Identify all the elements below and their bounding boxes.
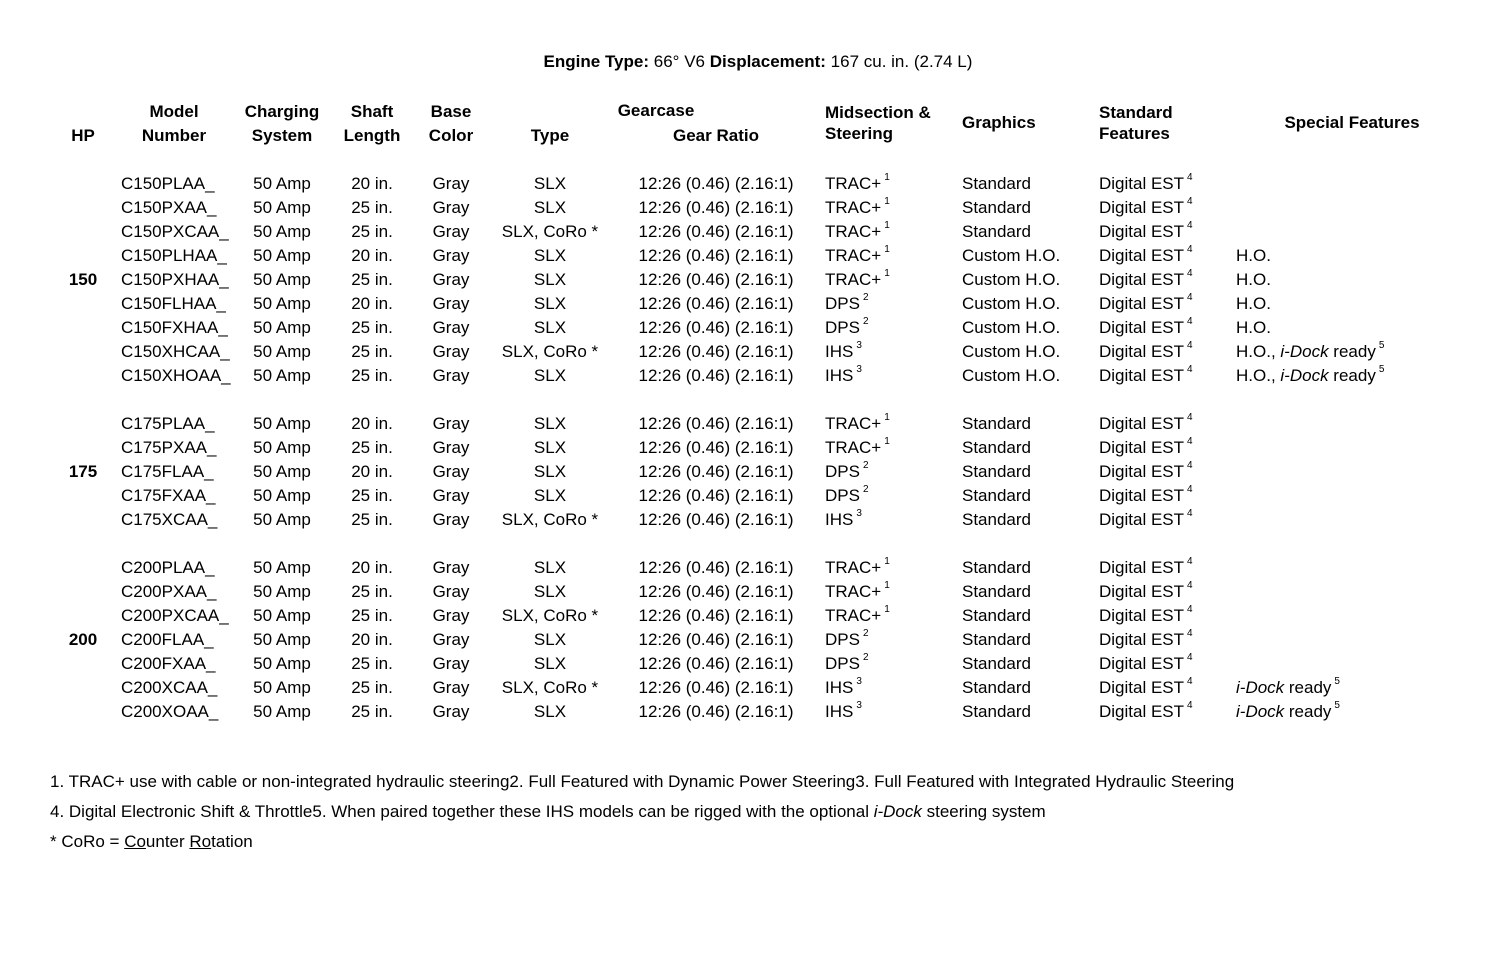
footnote-line-1 [50, 770, 1234, 794]
midsection-steering-cell: IHS $^3$ [825, 508, 862, 529]
gear-ratio-cell: 12:26 (0.46) (2.16:1) [638, 486, 794, 505]
footnote-coro [50, 830, 253, 854]
charging-system-cell: 50 Amp [253, 510, 311, 529]
shaft-length-cell: 25 in. [351, 270, 393, 289]
gear-ratio-cell: 12:26 (0.46) (2.16:1) [638, 702, 794, 721]
special-features-cell: i-Dock ready $^5$ [1236, 700, 1340, 721]
special-features-cell: H.O. [1236, 270, 1271, 289]
footnote-ref: 3 [856, 340, 862, 352]
midsection-steering-cell: TRAC+ $^1$ [825, 412, 890, 433]
shaft-length-cell: 25 in. [351, 654, 393, 673]
gear-ratio-cell: 12:26 (0.46) (2.16:1) [638, 630, 794, 649]
model-number-cell: C200FLAA_ [121, 630, 214, 649]
header-midsection-1: Midsection & [825, 103, 931, 122]
standard-features-cell: Digital EST $^4$ [1099, 460, 1193, 481]
graphics-cell: Standard [962, 486, 1031, 505]
footnote-ref: 1 [884, 244, 890, 256]
midsection-steering-cell: DPS $^2$ [825, 292, 869, 313]
shaft-length-cell: 20 in. [351, 414, 393, 433]
gearcase-type-cell: SLX, CoRo * [501, 606, 599, 625]
header-hp: HP [71, 126, 95, 145]
gear-ratio-cell: 12:26 (0.46) (2.16:1) [638, 342, 794, 361]
charging-system-cell: 50 Amp [253, 414, 311, 433]
midsection-steering-cell: TRAC+ $^1$ [825, 556, 890, 577]
footnote-ref: 4 [1187, 604, 1193, 616]
shaft-length-cell: 25 in. [351, 318, 393, 337]
gear-ratio-cell: 12:26 (0.46) (2.16:1) [638, 654, 794, 673]
base-color-cell: Gray [432, 438, 470, 457]
standard-features-cell: Digital EST $^4$ [1099, 340, 1193, 361]
footnote-ref: 4 [1187, 220, 1193, 232]
midsection-steering-cell: TRAC+ $^1$ [825, 580, 890, 601]
coro-prefix: * CoRo = [50, 832, 120, 851]
charging-system-cell: 50 Amp [253, 270, 311, 289]
model-number-cell: C175PLAA_ [121, 414, 215, 433]
standard-features-cell: Digital EST $^4$ [1099, 556, 1193, 577]
engine-type-value: 66° V6 [653, 52, 705, 71]
graphics-cell: Standard [962, 558, 1031, 577]
midsection-steering-cell: TRAC+ $^1$ [825, 268, 890, 289]
shaft-length-cell: 20 in. [351, 558, 393, 577]
charging-system-cell: 50 Amp [253, 174, 311, 193]
charging-system-cell: 50 Amp [253, 654, 311, 673]
coro-underline-co: Co [124, 832, 146, 851]
charging-system-cell: 50 Amp [253, 438, 311, 457]
footnote-ref: 1 [884, 604, 890, 616]
gear-ratio-cell: 12:26 (0.46) (2.16:1) [638, 438, 794, 457]
standard-features-cell: Digital EST $^4$ [1099, 292, 1193, 313]
footnote-ref: 4 [1187, 244, 1193, 256]
footnote-5-text: 5. When paired together these IHS models can be rigged with the optional [312, 802, 869, 821]
midsection-steering-cell: IHS $^3$ [825, 700, 862, 721]
footnote-2: 2. Full Featured with Dynamic Power Steering [509, 772, 856, 791]
base-color-cell: Gray [432, 222, 470, 241]
model-number-cell: C200PXCAA_ [121, 606, 229, 625]
footnote-ref: 3 [856, 676, 862, 688]
gearcase-type-cell: SLX [533, 486, 567, 505]
base-color-cell: Gray [432, 246, 470, 265]
model-number-cell: C150PXHAA_ [121, 270, 229, 289]
base-color-cell: Gray [432, 582, 470, 601]
gearcase-type-cell: SLX [533, 558, 567, 577]
gearcase-type-cell: SLX [533, 414, 567, 433]
footnote-ref: 4 [1187, 196, 1193, 208]
model-number-cell: C150PLHAA_ [121, 246, 227, 265]
charging-system-cell: 50 Amp [253, 462, 311, 481]
midsection-steering-cell: DPS $^2$ [825, 316, 869, 337]
gearcase-type-cell: SLX [533, 294, 567, 313]
model-number-cell: C175PXAA_ [121, 438, 217, 457]
engine-type-label: Engine Type: [543, 52, 650, 71]
gear-ratio-cell: 12:26 (0.46) (2.16:1) [638, 294, 794, 313]
footnote-ref: 4 [1187, 412, 1193, 424]
gearcase-type-cell: SLX, CoRo * [501, 342, 599, 361]
footnote-ref: 3 [856, 508, 862, 520]
gear-ratio-cell: 12:26 (0.46) (2.16:1) [638, 222, 794, 241]
base-color-cell: Gray [432, 294, 470, 313]
footnote-ref: 1 [884, 580, 890, 592]
graphics-cell: Custom H.O. [962, 294, 1061, 313]
standard-features-cell: Digital EST $^4$ [1099, 700, 1193, 721]
base-color-cell: Gray [432, 486, 470, 505]
header-gearcase: Gearcase [617, 101, 695, 120]
special-features-cell: i-Dock ready $^5$ [1236, 676, 1340, 697]
footnote-ref: 4 [1187, 508, 1193, 520]
standard-features-cell: Digital EST $^4$ [1099, 484, 1193, 505]
shaft-length-cell: 25 in. [351, 366, 393, 385]
footnote-ref: 2 [862, 292, 869, 304]
hp-group-label: 200 [68, 630, 98, 649]
standard-features-cell: Digital EST $^4$ [1099, 580, 1193, 601]
graphics-cell: Custom H.O. [962, 318, 1061, 337]
page-title [0, 52, 1500, 72]
footnote-ref: 2 [862, 460, 869, 472]
shaft-length-cell: 20 in. [351, 630, 393, 649]
coro-unter: unter [145, 832, 185, 851]
footnote-ref: 4 [1187, 556, 1193, 568]
footnote-ref: 4 [1187, 340, 1193, 352]
gearcase-type-cell: SLX [533, 438, 567, 457]
standard-features-cell: Digital EST $^4$ [1099, 652, 1193, 673]
gear-ratio-cell: 12:26 (0.46) (2.16:1) [638, 366, 794, 385]
gearcase-type-cell: SLX [533, 654, 567, 673]
standard-features-cell: Digital EST $^4$ [1099, 628, 1193, 649]
base-color-cell: Gray [432, 462, 470, 481]
special-features-cell: H.O., i-Dock ready $^5$ [1236, 364, 1385, 385]
graphics-cell: Standard [962, 198, 1031, 217]
charging-system-cell: 50 Amp [253, 558, 311, 577]
graphics-cell: Custom H.O. [962, 270, 1061, 289]
standard-features-cell: Digital EST $^4$ [1099, 316, 1193, 337]
midsection-steering-cell: IHS $^3$ [825, 364, 862, 385]
gear-ratio-cell: 12:26 (0.46) (2.16:1) [638, 462, 794, 481]
midsection-steering-cell: TRAC+ $^1$ [825, 436, 890, 457]
graphics-cell: Custom H.O. [962, 366, 1061, 385]
shaft-length-cell: 20 in. [351, 294, 393, 313]
graphics-cell: Standard [962, 582, 1031, 601]
gear-ratio-cell: 12:26 (0.46) (2.16:1) [638, 270, 794, 289]
footnote-ref: 4 [1187, 268, 1193, 280]
footnote-ref: 2 [862, 652, 869, 664]
footnote-5-tail: steering system [926, 802, 1046, 821]
base-color-cell: Gray [432, 414, 470, 433]
gearcase-type-cell: SLX [533, 702, 567, 721]
charging-system-cell: 50 Amp [253, 702, 311, 721]
gearcase-type-cell: SLX [533, 630, 567, 649]
gearcase-type-cell: SLX, CoRo * [501, 678, 599, 697]
standard-features-cell: Digital EST $^4$ [1099, 172, 1193, 193]
shaft-length-cell: 25 in. [351, 438, 393, 457]
model-number-cell: C200PXAA_ [121, 582, 217, 601]
standard-features-cell: Digital EST $^4$ [1099, 604, 1193, 625]
graphics-cell: Standard [962, 414, 1031, 433]
footnote-ref: 1 [884, 412, 890, 424]
displacement-label: Displacement: [709, 52, 826, 71]
graphics-cell: Standard [962, 678, 1031, 697]
charging-system-cell: 50 Amp [253, 246, 311, 265]
footnote-ref: 4 [1187, 580, 1193, 592]
midsection-steering-cell: DPS $^2$ [825, 484, 869, 505]
shaft-length-cell: 25 in. [351, 486, 393, 505]
gearcase-type-cell: SLX [533, 174, 567, 193]
graphics-cell: Custom H.O. [962, 342, 1061, 361]
standard-features-cell: Digital EST $^4$ [1099, 412, 1193, 433]
charging-system-cell: 50 Amp [253, 366, 311, 385]
standard-features-cell: Digital EST $^4$ [1099, 508, 1193, 529]
footnote-ref: 4 [1187, 436, 1193, 448]
graphics-cell: Custom H.O. [962, 246, 1061, 265]
charging-system-cell: 50 Amp [253, 342, 311, 361]
footnote-ref: 5 [1378, 364, 1385, 376]
footnote-4: 4. Digital Electronic Shift & Throttle [50, 802, 313, 821]
footnote-ref: 5 [1334, 676, 1340, 688]
graphics-cell: Standard [962, 630, 1031, 649]
footnote-ref: 2 [862, 316, 869, 328]
gear-ratio-cell: 12:26 (0.46) (2.16:1) [638, 558, 794, 577]
model-number-cell: C200XCAA_ [121, 678, 218, 697]
footnote-ref: 4 [1187, 652, 1193, 664]
base-color-cell: Gray [432, 366, 470, 385]
model-number-cell: C150FLHAA_ [121, 294, 226, 313]
charging-system-cell: 50 Amp [253, 630, 311, 649]
standard-features-cell: Digital EST $^4$ [1099, 364, 1193, 385]
header-charging-2: System [251, 126, 313, 145]
model-number-cell: C200FXAA_ [121, 654, 216, 673]
charging-system-cell: 50 Amp [253, 486, 311, 505]
midsection-steering-cell: DPS $^2$ [825, 628, 869, 649]
base-color-cell: Gray [432, 318, 470, 337]
footnote-ref: 2 [862, 484, 869, 496]
midsection-steering-cell: IHS $^3$ [825, 340, 862, 361]
midsection-steering-cell: TRAC+ $^1$ [825, 220, 890, 241]
model-number-cell: C150PXAA_ [121, 198, 217, 217]
gear-ratio-cell: 12:26 (0.46) (2.16:1) [638, 174, 794, 193]
gearcase-type-cell: SLX [533, 366, 567, 385]
displacement-value: 167 cu. in. (2.74 L) [830, 52, 973, 71]
model-number-cell: C150PLAA_ [121, 174, 215, 193]
footnote-ref: 1 [884, 268, 890, 280]
base-color-cell: Gray [432, 558, 470, 577]
graphics-cell: Standard [962, 606, 1031, 625]
charging-system-cell: 50 Amp [253, 582, 311, 601]
graphics-cell: Standard [962, 654, 1031, 673]
gearcase-type-cell: SLX [533, 318, 567, 337]
header-color-1: Base [430, 102, 472, 121]
header-color-2: Color [428, 126, 474, 145]
idock-italic: i-Dock [1280, 366, 1329, 385]
base-color-cell: Gray [432, 606, 470, 625]
midsection-steering-cell: TRAC+ $^1$ [825, 604, 890, 625]
base-color-cell: Gray [432, 510, 470, 529]
gearcase-type-cell: SLX, CoRo * [501, 222, 599, 241]
footnote-3: 3. Full Featured with Integrated Hydraulic Steering [855, 772, 1235, 791]
gearcase-type-cell: SLX [533, 246, 567, 265]
shaft-length-cell: 25 in. [351, 342, 393, 361]
gear-ratio-cell: 12:26 (0.46) (2.16:1) [638, 678, 794, 697]
shaft-length-cell: 20 in. [351, 462, 393, 481]
footnote-line-2 [50, 800, 1046, 824]
model-number-cell: C175FXAA_ [121, 486, 216, 505]
footnote-ref: 4 [1187, 676, 1193, 688]
footnote-ref: 4 [1187, 316, 1193, 328]
header-shaft-1: Shaft [350, 102, 394, 121]
base-color-cell: Gray [432, 654, 470, 673]
shaft-length-cell: 20 in. [351, 246, 393, 265]
header-shaft-2: Length [343, 126, 401, 145]
midsection-steering-cell: TRAC+ $^1$ [825, 196, 890, 217]
base-color-cell: Gray [432, 678, 470, 697]
gearcase-type-cell: SLX [533, 462, 567, 481]
midsection-steering-cell: DPS $^2$ [825, 460, 869, 481]
model-number-cell: C200XOAA_ [121, 702, 219, 721]
footnote-5-idock: i-Dock [873, 802, 922, 821]
header-charging-1: Charging [244, 102, 320, 121]
shaft-length-cell: 25 in. [351, 222, 393, 241]
shaft-length-cell: 25 in. [351, 606, 393, 625]
shaft-length-cell: 25 in. [351, 582, 393, 601]
gear-ratio-cell: 12:26 (0.46) (2.16:1) [638, 582, 794, 601]
charging-system-cell: 50 Amp [253, 294, 311, 313]
idock-italic: i-Dock [1280, 342, 1329, 361]
graphics-cell: Standard [962, 702, 1031, 721]
charging-system-cell: 50 Amp [253, 198, 311, 217]
shaft-length-cell: 25 in. [351, 198, 393, 217]
shaft-length-cell: 20 in. [351, 174, 393, 193]
footnote-ref: 1 [884, 172, 890, 184]
footnote-ref: 4 [1187, 700, 1193, 712]
special-features-cell: H.O. [1236, 318, 1271, 337]
footnote-1: 1. TRAC+ use with cable or non-integrated hydraulic steering [50, 772, 510, 791]
idock-italic: i-Dock [1236, 702, 1285, 721]
footnote-ref: 4 [1187, 460, 1193, 472]
shaft-length-cell: 25 in. [351, 702, 393, 721]
charging-system-cell: 50 Amp [253, 606, 311, 625]
midsection-steering-cell: IHS $^3$ [825, 676, 862, 697]
standard-features-cell: Digital EST $^4$ [1099, 244, 1193, 265]
graphics-cell: Standard [962, 510, 1031, 529]
footnote-ref: 3 [856, 700, 862, 712]
base-color-cell: Gray [432, 174, 470, 193]
header-standard-2: Features [1099, 124, 1170, 143]
header-model-1: Model [149, 102, 199, 121]
coro-underline-ro: Ro [189, 832, 212, 851]
gear-ratio-cell: 12:26 (0.46) (2.16:1) [638, 246, 794, 265]
standard-features-cell: Digital EST $^4$ [1099, 196, 1193, 217]
model-number-cell: C150XHCAA_ [121, 342, 230, 361]
standard-features-cell: Digital EST $^4$ [1099, 436, 1193, 457]
header-model-2: Number [141, 126, 207, 145]
header-gear-ratio: Gear Ratio [673, 126, 759, 145]
gearcase-type-cell: SLX [533, 198, 567, 217]
shaft-length-cell: 25 in. [351, 510, 393, 529]
gearcase-type-cell: SLX [533, 582, 567, 601]
standard-features-cell: Digital EST $^4$ [1099, 676, 1193, 697]
base-color-cell: Gray [432, 270, 470, 289]
header-standard-1: Standard [1099, 103, 1173, 122]
hp-group-label: 175 [68, 462, 98, 481]
base-color-cell: Gray [432, 702, 470, 721]
model-number-cell: C150XHOAA_ [121, 366, 231, 385]
idock-italic: i-Dock [1236, 678, 1285, 697]
footnote-ref: 5 [1334, 700, 1340, 712]
special-features-cell: H.O. [1236, 294, 1271, 313]
model-number-cell: C175XCAA_ [121, 510, 218, 529]
gear-ratio-cell: 12:26 (0.46) (2.16:1) [638, 510, 794, 529]
footnote-ref: 1 [884, 436, 890, 448]
midsection-steering-cell: TRAC+ $^1$ [825, 172, 890, 193]
model-number-cell: C175FLAA_ [121, 462, 214, 481]
footnote-ref: 4 [1187, 364, 1193, 376]
footnote-ref: 4 [1187, 484, 1193, 496]
midsection-steering-cell: TRAC+ $^1$ [825, 244, 890, 265]
graphics-cell: Standard [962, 222, 1031, 241]
gear-ratio-cell: 12:26 (0.46) (2.16:1) [638, 198, 794, 217]
gearcase-type-cell: SLX, CoRo * [501, 510, 599, 529]
base-color-cell: Gray [432, 198, 470, 217]
hp-group-label: 150 [68, 270, 98, 289]
header-type: Type [530, 126, 570, 145]
gear-ratio-cell: 12:26 (0.46) (2.16:1) [638, 606, 794, 625]
standard-features-cell: Digital EST $^4$ [1099, 220, 1193, 241]
base-color-cell: Gray [432, 342, 470, 361]
footnote-ref: 4 [1187, 292, 1193, 304]
header-midsection-2: Steering [825, 124, 894, 143]
coro-tation: tation [211, 832, 253, 851]
shaft-length-cell: 25 in. [351, 678, 393, 697]
gear-ratio-cell: 12:26 (0.46) (2.16:1) [638, 318, 794, 337]
footnote-ref: 4 [1187, 172, 1193, 184]
graphics-cell: Standard [962, 438, 1031, 457]
standard-features-cell: Digital EST $^4$ [1099, 268, 1193, 289]
midsection-steering-cell: DPS $^2$ [825, 652, 869, 673]
footnote-ref: 3 [856, 364, 862, 376]
header-graphics: Graphics [962, 113, 1036, 132]
footnote-ref: 1 [884, 556, 890, 568]
model-number-cell: C150FXHAA_ [121, 318, 228, 337]
special-features-cell: H.O., i-Dock ready $^5$ [1236, 340, 1385, 361]
footnote-ref: 2 [862, 628, 869, 640]
gear-ratio-cell: 12:26 (0.46) (2.16:1) [638, 414, 794, 433]
model-number-cell: C200PLAA_ [121, 558, 215, 577]
footnote-ref: 1 [884, 196, 890, 208]
special-features-cell: H.O. [1236, 246, 1271, 265]
charging-system-cell: 50 Amp [253, 222, 311, 241]
charging-system-cell: 50 Amp [253, 678, 311, 697]
base-color-cell: Gray [432, 630, 470, 649]
graphics-cell: Standard [962, 174, 1031, 193]
footnote-ref: 5 [1378, 340, 1385, 352]
gearcase-type-cell: SLX [533, 270, 567, 289]
charging-system-cell: 50 Amp [253, 318, 311, 337]
header-special-features: Special Features [1284, 113, 1420, 132]
graphics-cell: Standard [962, 462, 1031, 481]
model-number-cell: C150PXCAA_ [121, 222, 229, 241]
footnote-ref: 1 [884, 220, 890, 232]
footnote-ref: 4 [1187, 628, 1193, 640]
